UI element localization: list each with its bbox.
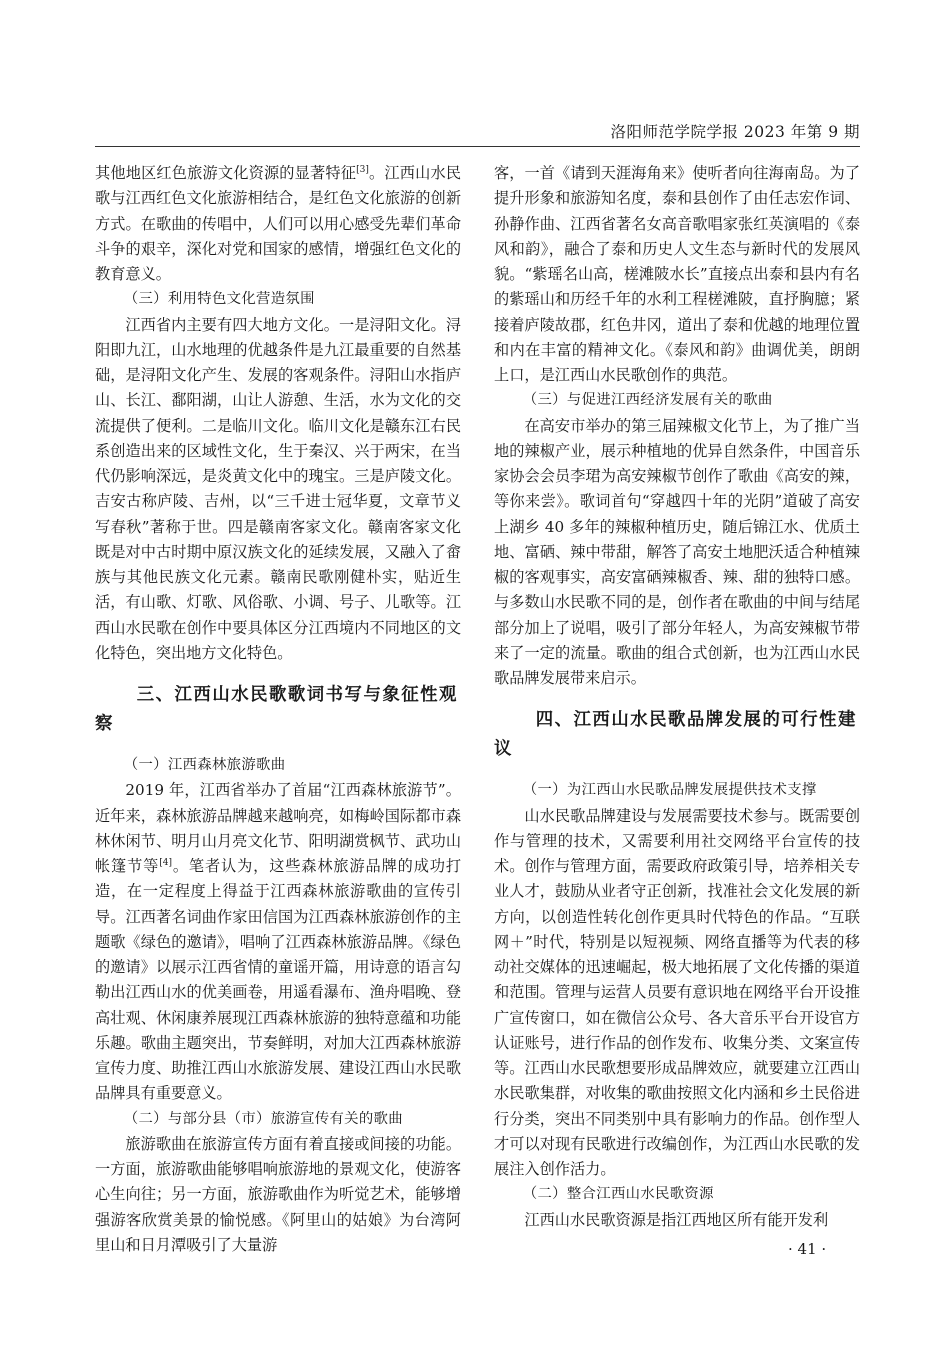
subsection-heading: （三）与促进江西经济发展有关的歌曲 <box>522 392 773 409</box>
section-heading: 三、江西山水民歌歌词书写与象征性观察 <box>95 685 458 734</box>
citation-ref: [3] <box>356 164 369 175</box>
citation-ref: [4] <box>159 857 172 868</box>
paragraph: 其他地区红色旅游文化资源的显著特征[3]。江西山水民歌与江西红色文化旅游相结合，是红色文化旅游的创新方式。在歌曲的传唱中，人们可以用心感受先辈们革命斗争的艰辛，深化对党和国家的感情，增强红色文化的教育意义。 <box>95 164 462 283</box>
subsection-heading: （二）与部分县（市）旅游宣传有关的歌曲 <box>123 1110 403 1127</box>
section-heading: 四、江西山水民歌品牌发展的可行性建议 <box>494 710 857 760</box>
subsection-heading: （三）利用特色文化营造氛围 <box>123 291 315 308</box>
paragraph: 江西省内主要有四大地方文化。一是浔阳文化。浔阳即九江，山水地理的优越条件是九江最重要的自然基础，是浔阳文化产生、发展的客观条件。浔阳山水指庐山、长江、鄱阳湖，山让人游憩、生活，水为文化的交流提供了便利。二是临川文化。临川文化是赣东江右民系创造出来的区域性文化，生于秦汉、兴于两宋，在当代仍影响深远，是炎黄文化中的瑰宝。三是庐陵文化。吉安古称庐陵、吉州，以“三千进士冠华夏，文章节义写春秋”著称于世。四是赣南客家文化。赣南客家文化既是对中古时期中原汉族文化的延续发展，又融入了畲族与其他民族文化元素。赣南民歌刚健朴实，贴近生活，有山歌、灯歌、风俗歌、小调、号子、儿歌等。江西山水民歌在创作中要具体区分江西境内不同地区的文化特色，突出地方文化特色。 <box>95 315 461 662</box>
left-column <box>95 161 461 1258</box>
running-header <box>95 112 860 147</box>
paragraph: 旅游歌曲在旅游宣传方面有着直接或间接的功能。一方面，旅游歌曲能够唱响旅游地的景观文化，使游客心生向往；另一方面，旅游歌曲作为听觉艺术，能够增强游客欣赏美景的愉悦感。《阿里山的姑娘》为台湾阿里山和日月潭吸引了大量游 <box>95 1134 461 1254</box>
subsection-heading: （二）整合江西山水民歌资源 <box>522 1186 714 1203</box>
paragraph: 客，一首《请到天涯海角来》使听者向往海南岛。为了提升形象和旅游知名度，泰和县创作了由任志宏作词、孙静作曲、江西省著名女高音歌唱家张红英演唱的《泰风和韵》，融合了泰和历史人文生态与新时代的发展风貌。“紫瑶名山高，槎滩陂水长”直接点出泰和县内有名的紫瑶山和历经千年的水利工程槎滩陂，直抒胸臆；紧接着庐陵故郡，红色井冈，道出了泰和优越的地理位置和内在丰富的精神文化。《泰风和韵》曲调优美，朗朗上口，是江西山水民歌创作的典范。 <box>494 164 860 384</box>
journal-title: 洛阳师范学院学报 2023 年第 9 期 <box>610 123 860 141</box>
paragraph: 在高安市举办的第三届辣椒文化节上，为了推广当地的辣椒产业，展示种植地的优异自然条件，中国音乐家协会会员李珺为高安辣椒节创作了歌曲《高安的辣，等你来尝》。歌词首句“穿越四十年的光阴”道破了高安上湖乡 40 多年的辣椒种植历史，随后锦江水、优质土地、富硒、辣中带甜，解答了高安土地肥沃适合种植辣椒的客观事实，高安富硒辣椒香、辣、甜的独特口感。与多数山水民歌不同的是，创作者在歌曲的中间与结尾部分加上了说唱，吸引了部分年轻人，为高安辣椒节带来了一定的流量。歌曲的组合式创新，也为江西山水民歌品牌发展带来启示。 <box>494 416 860 687</box>
paragraph: 2019 年，江西省举办了首届“江西森林旅游节”。近年来，森林旅游品牌越来越响亮，如梅岭国际都市森林休闲节、明月山月亮文化节、阳明湖赏枫节、武功山帐篷节等[4]。笔者认为，这些森林旅游品牌的成功打造，在一定程度上得益于江西森林旅游歌曲的宣传引导。江西著名词曲作家田信国为江西森林旅游创作的主题歌《绿色的邀请》，唱响了江西森林旅游品牌。《绿色的邀请》以展示江西省情的童谣开篇，用诗意的语言勾勒出江西山水的优美画卷，用遥看瀑布、渔舟唱晚、登高壮观、休闲康养展现江西森林旅游的独特意蕴和功能乐趣。歌曲主题突出，节奏鲜明，对加大江西森林旅游宣传力度、助推江西山水旅游发展、建设江西山水民歌品牌具有重要意义。 <box>95 781 462 1103</box>
page-number: · 41 · <box>788 1240 827 1258</box>
paragraph: 山水民歌品牌建设与发展需要技术参与。既需要创作与管理的技术，又需要利用社交网络平台宣传的技术。创作与管理方面，需要政府政策引导，培养相关专业人才，鼓励从业者守正创新，找准社会文化发展的新方向，以创造性转化创作更具时代特色的作品。“互联网＋”时代，特别是以短视频、网络直播等为代表的移动社交媒体的迅速崛起，极大地拓展了文化传播的渠道和范围。管理与运营人员要有意识地在网络平台开设推广宣传窗口，如在微信公众号、各大音乐平台开设官方认证账号，进行作品的创作发布、收集分类、文案宣传等。江西山水民歌想要形成品牌效应，就要建立江西山水民歌集群，对收集的歌曲按照文化内涵和乡土民俗进行分类，突出不同类别中具有影响力的作品。创作型人才可以对现有民歌进行改编创作，为江西山水民歌的发展注入创作活力。 <box>494 806 860 1178</box>
subsection-heading: （一）江西森林旅游歌曲 <box>123 757 286 773</box>
subsection-heading: （一）为江西山水民歌品牌发展提供技术支撑 <box>522 782 817 799</box>
right-column <box>494 161 860 1233</box>
paragraph: 江西山水民歌资源是指江西地区所有能开发利 <box>524 1210 829 1229</box>
